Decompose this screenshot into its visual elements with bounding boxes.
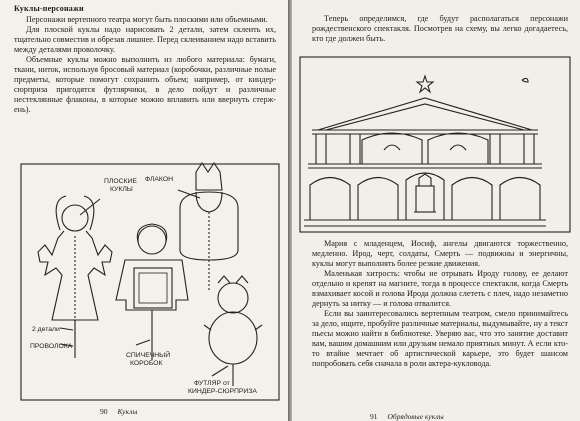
right-paragraph-2: Маленькая хитрость: чтобы не отрывать Ироду голову, ее делают отдельно и крепят на магните, тогда в процессе спектакля, когда Смерть взмахивает косой и голова Ирода должна слететь с плеч, надо незаметно дернуть за нитку — и голова отвалится. — [312, 269, 568, 308]
left-footer — [100, 407, 138, 416]
label-matchbox-2: КОРОБОК — [130, 360, 163, 367]
right-paragraph-3: Если вы заинтересовались вертепным театром, смело принимайтесь за дело, ищите, пробуйте различные материалы, выдумывайте, ну а текст пьесы можно найти в библиотеке. Уверяю вас, что это занятие доставит вам, вашим домашним или друзьям немало приятных минут. А если кто-то втайне мечтает об артистической карьере, это будет шансом попробовать себя сначала в роли актера-кукловода. — [312, 309, 568, 368]
left-paragraph-2: Для плоской куклы надо нарисовать 2 детали, затем склеить их, тщательно совместив и обрезав лишнее. Перед склеиванием надо вставить между деталями проволочку. — [14, 25, 276, 54]
right-paragraph-intro: Теперь определимся, где будут располагаться персонажи рождественского спектакля. Посмотрев на схему, вы легко догадаетесь, кто где должен быть. — [312, 14, 568, 43]
left-running-title: Куклы — [117, 407, 138, 416]
label-flat-dolls-1: ПЛОСКИЕ — [104, 178, 137, 185]
label-case-2: КИНДЕР-СЮРПРИЗА — [188, 388, 257, 395]
left-page — [0, 0, 288, 421]
label-flat-dolls-2: КУКЛЫ — [110, 186, 133, 193]
right-page — [292, 0, 580, 421]
right-text-block — [312, 239, 568, 369]
right-footer — [370, 412, 444, 421]
left-page-number: 90 — [100, 407, 108, 416]
label-case-1: ФУТЛЯР от — [194, 380, 230, 387]
left-paragraph-3: Объемные куклы можно выполнить из любого материала: бумаги, ткани, ниток, используя бросовый материал (коробочки, различные полые предметы, которые помогут сохранить объем; например, от киндер-сюрприза пригодятся футлярчики, в дело пойдут и различные нестеклянные флаконы, в которые можно вплавить или ввернуть стерж-ень). — [14, 55, 276, 114]
section-heading: Куклы-персонажи — [14, 4, 84, 13]
label-matchbox-1: СПИЧЕЧНЫЙ — [126, 352, 171, 359]
label-bottle: ФЛАКОН — [145, 176, 174, 183]
puppets-illustration — [0, 0, 288, 421]
right-paragraph-1: Мария с младенцем, Иосиф, ангелы двигаются торжественно, медленно. Ирод, черт, солдаты, Смерть — подвижны и энергичны, куклы могут выполнять более резкие движения. — [312, 239, 568, 268]
right-running-title: Обрядовые куклы — [387, 412, 444, 421]
right-page-number: 91 — [370, 412, 378, 421]
label-two-parts: 2 детали — [32, 326, 60, 333]
left-paragraph-1: Персонажи вертепного театра могут быть плоскими или объемными. — [26, 15, 268, 24]
label-wire: ПРОВОЛОКА — [30, 343, 73, 350]
